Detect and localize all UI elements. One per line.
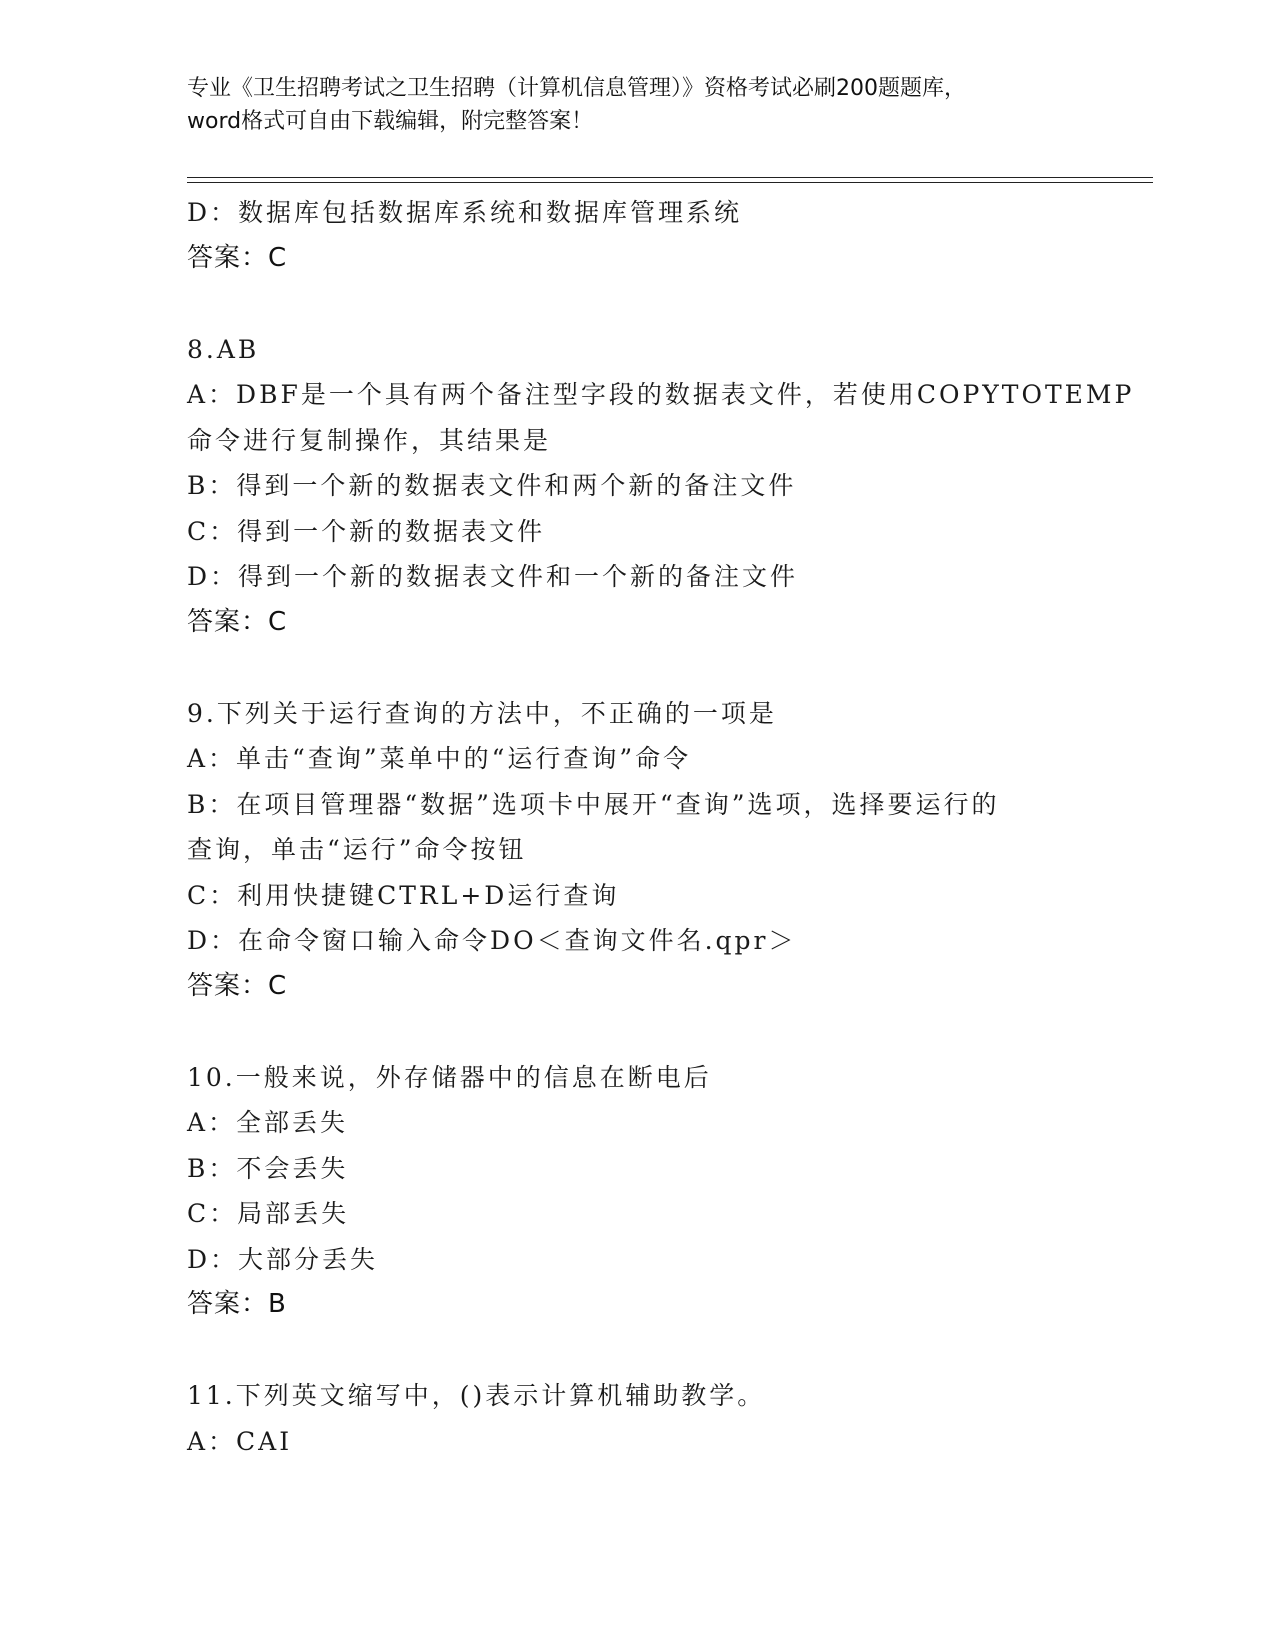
option-line: B：得到一个新的数据表文件和两个新的备注文件 [187,471,797,500]
question-block-9 [187,691,1087,1010]
question-content [187,190,1135,1464]
header-rule-top [187,177,1153,178]
answer-line: 答案：B [187,1289,287,1319]
header-line-1: 专业《卫生招聘考试之卫生招聘（计算机信息管理）》资格考试必刷200题题库， [187,76,966,101]
question-line: 8.AB [187,334,260,364]
question-block-11 [187,1373,1087,1464]
question-line: 10.一般来说，外存储器中的信息在断电后 [187,1062,712,1092]
option-line: D：在命令窗口输入命令DO＜查询文件名.qpr＞ [187,926,797,955]
option-line: 查询，单击“运行”命令按钮 [187,835,527,864]
block-spacer [187,645,1087,691]
block-spacer [187,1009,1087,1055]
option-line: B：在项目管理器“数据”选项卡中展开“查询”选项，选择要运行的 [187,789,1000,819]
answer-line: 答案：C [187,242,288,273]
option-line: D：得到一个新的数据表文件和一个新的备注文件 [187,562,799,591]
option-line: C：得到一个新的数据表文件 [187,516,546,546]
block-spacer [187,1328,1087,1374]
answer-line: 答案：C [187,970,288,1001]
answer-line: 答案：C [187,606,288,637]
option-line: A：全部丢失 [187,1108,349,1137]
option-line: A：DBF是一个具有两个备注型字段的数据表文件，若使用COPYTOTEMP [187,380,1135,409]
question-block-8 [187,327,1135,646]
option-line: A：CAI [187,1426,293,1456]
option-line: C：利用快捷键CTRL+D运行查询 [187,880,620,910]
option-line: 命令进行复制操作，其结果是 [187,425,552,455]
header-line-2: word格式可自由下载编辑，附完整答案！ [187,109,594,134]
question-line: 11.下列英文缩写中，()表示计算机辅助教学。 [187,1381,766,1410]
header-rule-bottom [187,182,1153,183]
document-header [187,72,1067,138]
option-line: D：大部分丢失 [187,1244,379,1274]
option-line: B：不会丢失 [187,1153,349,1183]
question-block-7-tail [187,190,1087,281]
block-spacer [187,281,1087,327]
question-block-10 [187,1055,1087,1328]
option-line: A：单击“查询”菜单中的“运行查询”命令 [187,744,692,773]
option-line: C：局部丢失 [187,1199,350,1228]
option-line: D：数据库包括数据库系统和数据库管理系统 [187,198,743,227]
question-line: 9.下列关于运行查询的方法中，不正确的一项是 [187,698,777,728]
